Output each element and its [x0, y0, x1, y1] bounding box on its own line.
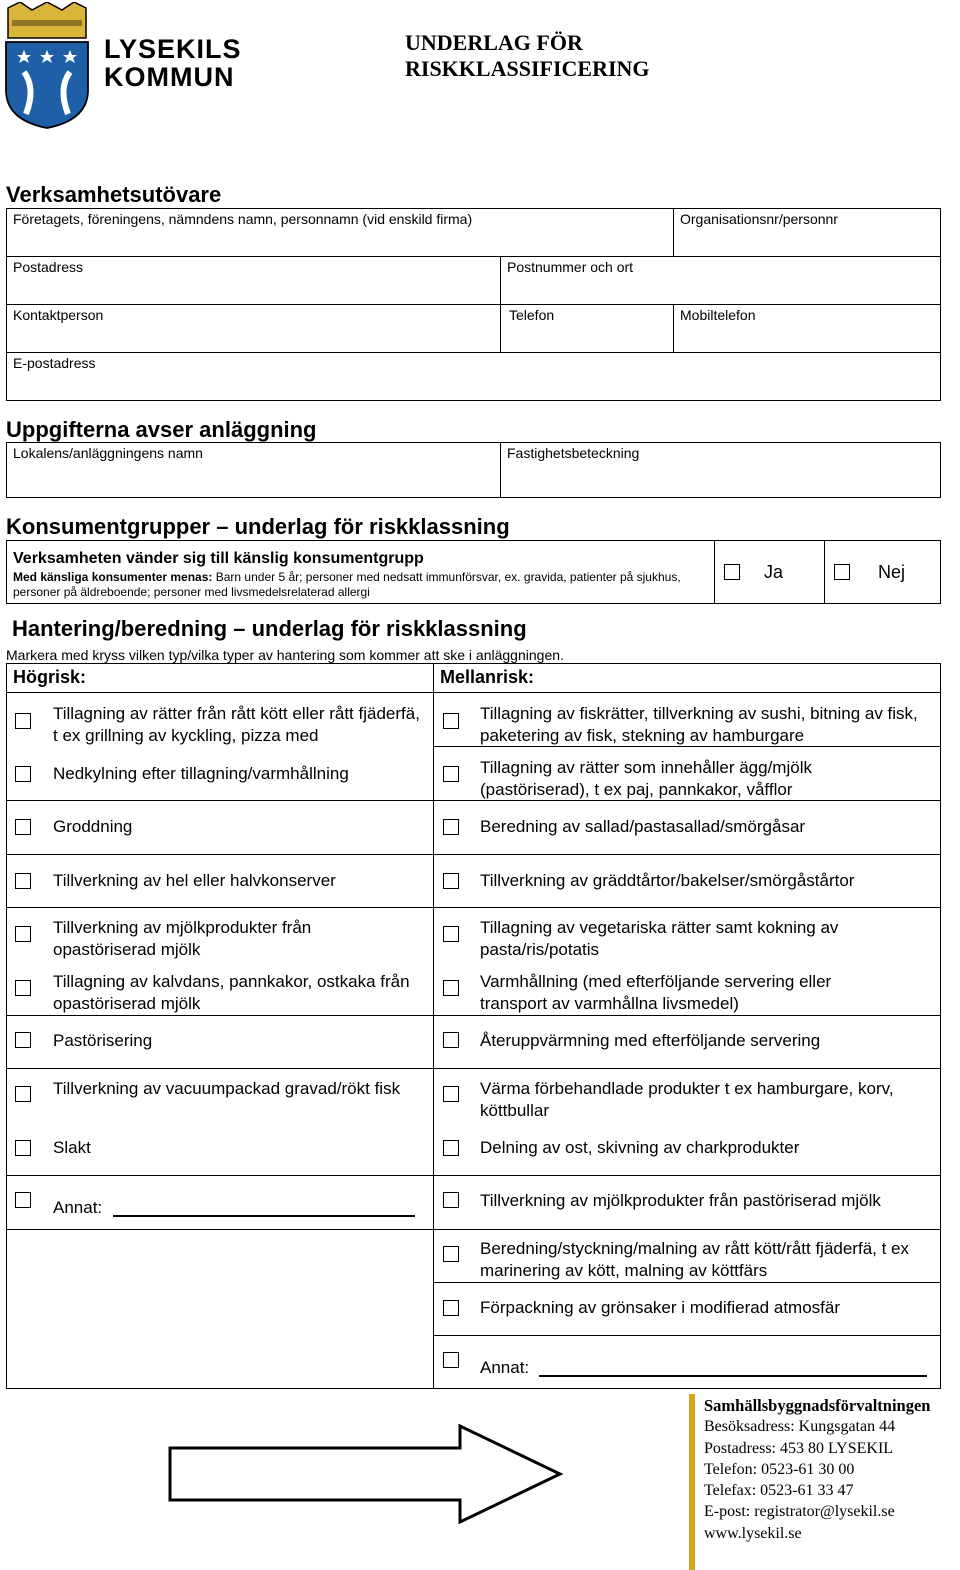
mellanrisk-item-11: Beredning/styckning/malning av rått kött/rått fjäderfä, t ex marinering av kött, malning av köttfärs	[480, 1239, 909, 1280]
mellanrisk-checkbox-2[interactable]	[443, 766, 459, 782]
postadress-field[interactable]	[6, 256, 501, 305]
hogrisk-checkbox-4[interactable]	[15, 873, 31, 889]
mellanrisk-checkbox-12[interactable]	[443, 1300, 459, 1316]
hogrisk-item-3: Groddning	[53, 817, 133, 836]
mellanrisk-checkbox-5[interactable]	[443, 926, 459, 942]
doc-title-line1: UNDERLAG FÖR	[405, 30, 583, 55]
mellanrisk-item-7: Återuppvärmning med efterföljande servering	[480, 1031, 821, 1050]
mellanrisk-row-4[interactable]	[433, 854, 941, 908]
mellanrisk-item-4: Tillverkning av gräddtårtor/bakelser/smörgåstårtor	[480, 871, 855, 890]
section-title-hantering: Hantering/beredning – underlag för riskklassning	[12, 616, 527, 641]
mellanrisk-item-10: Tillverkning av mjölkprodukter från pastöriserad mjölk	[480, 1191, 881, 1210]
mellanrisk-item-3: Beredning av sallad/pastasallad/smörgåsar	[480, 817, 806, 836]
kontakt-field[interactable]	[6, 304, 501, 353]
telefon-label: Telefon	[509, 307, 555, 323]
hogrisk-checkbox-3[interactable]	[15, 819, 31, 835]
next-page-arrow-icon	[168, 1424, 564, 1524]
hantering-instruction: Markera med kryss vilken typ/vilka typer av hantering som kommer att ske i anläggningen.	[6, 647, 564, 663]
mellanrisk-row-1[interactable]	[433, 692, 941, 746]
mellanrisk-item-1: Tillagning av fiskrätter, tillverkning av sushi, bitning av fisk, paketering av fisk, stekning av hamburgare	[480, 704, 918, 745]
footer-contact	[704, 1395, 930, 1544]
doc-title-line2: RISKKLASSIFICERING	[405, 56, 650, 81]
mellanrisk-checkbox-annat[interactable]	[443, 1352, 459, 1368]
kontakt-label: Kontaktperson	[13, 307, 104, 323]
hogrisk-row-7[interactable]	[6, 1015, 434, 1069]
konsument-question: Verksamheten vänder sig till känslig konsumentgrupp	[13, 550, 424, 567]
hogrisk-label: Högrisk:	[13, 667, 87, 687]
footer-web[interactable]: www.lysekil.se	[704, 1524, 802, 1542]
mellanrisk-checkbox-7[interactable]	[443, 1032, 459, 1048]
coat-of-arms-logo	[2, 2, 92, 130]
hogrisk-item-6: Tillagning av kalvdans, pannkakor, ostkaka från opastöriserad mjölk	[53, 972, 410, 1013]
section-title-verksamhet: Verksamhetsutövare	[6, 182, 222, 207]
org-name-line1: LYSEKILS	[104, 34, 242, 64]
mellanrisk-checkbox-6[interactable]	[443, 980, 459, 996]
footer-post: Postadress: 453 80 LYSEKIL	[704, 1439, 894, 1457]
hogrisk-item-5: Tillverkning av mjölkprodukter från opastöriserad mjölk	[53, 918, 312, 959]
mellanrisk-row-7[interactable]	[433, 1015, 941, 1069]
mellanrisk-checkbox-3[interactable]	[443, 819, 459, 835]
konsument-definition-lead: Med känsliga konsumenter menas:	[13, 570, 213, 584]
konsument-definition	[13, 570, 708, 600]
nej-checkbox[interactable]	[834, 564, 850, 580]
postnummer-field[interactable]	[500, 256, 941, 305]
hogrisk-checkbox-6[interactable]	[15, 980, 31, 996]
hogrisk-annat-line[interactable]	[113, 1215, 415, 1217]
mellanrisk-header	[433, 663, 941, 693]
hogrisk-row-3[interactable]	[6, 800, 434, 854]
section-title-konsument: Konsumentgrupper – underlag för riskklassning	[6, 514, 510, 539]
mellanrisk-row-annat[interactable]	[433, 1335, 941, 1389]
footer-telefon: Telefon: 0523-61 30 00	[704, 1460, 855, 1478]
hogrisk-row-1[interactable]	[6, 692, 434, 800]
mellanrisk-item-2: Tillagning av rätter som innehåller ägg/mjölk (pastöriserad), t ex paj, pannkakor, våfflor	[480, 758, 812, 799]
mellanrisk-row-3[interactable]	[433, 800, 941, 854]
mellanrisk-item-12: Förpackning av grönsaker i modifierad atmosfär	[480, 1298, 840, 1317]
nej-option[interactable]	[824, 540, 941, 604]
fastighet-label: Fastighetsbeteckning	[507, 445, 640, 461]
mellanrisk-checkbox-9[interactable]	[443, 1140, 459, 1156]
hogrisk-checkbox-7[interactable]	[15, 1032, 31, 1048]
mellanrisk-annat-line[interactable]	[539, 1375, 927, 1377]
section-title-anlaggning: Uppgifterna avser anläggning	[6, 417, 317, 442]
footer-besok: Besöksadress: Kungsgatan 44	[704, 1418, 896, 1436]
ja-label: Ja	[764, 562, 784, 582]
epost-label: E-postadress	[13, 355, 96, 371]
hogrisk-checkbox-9[interactable]	[15, 1140, 31, 1156]
hogrisk-checkbox-2[interactable]	[15, 766, 31, 782]
lokal-label: Lokalens/anläggningens namn	[13, 445, 203, 461]
hogrisk-checkbox-annat[interactable]	[15, 1192, 31, 1208]
mellanrisk-row-11[interactable]	[433, 1229, 941, 1283]
mellanrisk-annat-label: Annat:	[480, 1358, 530, 1377]
hogrisk-header	[6, 663, 434, 693]
hogrisk-checkbox-5[interactable]	[15, 926, 31, 942]
mellanrisk-row-10[interactable]	[433, 1175, 941, 1229]
mobil-label: Mobiltelefon	[680, 307, 756, 323]
ja-option[interactable]	[714, 540, 825, 604]
mellanrisk-checkbox-11[interactable]	[443, 1246, 459, 1262]
hogrisk-row-8[interactable]	[6, 1068, 434, 1176]
hogrisk-row-5[interactable]	[6, 907, 434, 1015]
lokal-field[interactable]	[6, 442, 501, 498]
fastighet-field[interactable]	[500, 442, 941, 498]
orgnr-label: Organisationsnr/personnr	[680, 211, 838, 227]
hogrisk-item-7: Pastörisering	[53, 1031, 153, 1050]
mellanrisk-label: Mellanrisk:	[440, 667, 535, 687]
hogrisk-checkbox-1[interactable]	[15, 713, 31, 729]
org-name-line2: KOMMUN	[104, 62, 235, 92]
name-label: Företagets, föreningens, nämndens namn, personnamn (vid enskild firma)	[13, 211, 473, 227]
mellanrisk-checkbox-10[interactable]	[443, 1192, 459, 1208]
hogrisk-item-2: Nedkylning efter tillagning/varmhållning	[53, 764, 349, 783]
hogrisk-row-4[interactable]	[6, 854, 434, 908]
orgnr-field[interactable]	[673, 208, 941, 257]
footer-accent-bar	[689, 1394, 695, 1570]
ja-checkbox[interactable]	[724, 564, 740, 580]
footer-dept: Samhällsbyggnadsförvaltningen	[704, 1396, 931, 1415]
divider	[6, 1229, 434, 1230]
epost-field[interactable]	[6, 352, 941, 401]
mellanrisk-row-8[interactable]	[433, 1068, 941, 1176]
mellanrisk-row-2[interactable]	[433, 746, 941, 800]
postadress-label: Postadress	[13, 259, 84, 275]
hogrisk-annat-label: Annat:	[53, 1198, 103, 1217]
hogrisk-row-annat[interactable]	[6, 1175, 434, 1235]
mellanrisk-checkbox-1[interactable]	[443, 713, 459, 729]
footer-epost[interactable]: E-post: registrator@lysekil.se	[704, 1503, 895, 1521]
mellanrisk-item-8: Värma förbehandlade produkter t ex hamburgare, korv, köttbullar	[480, 1079, 894, 1120]
mobil-field[interactable]	[673, 304, 941, 353]
mellanrisk-row-12[interactable]	[433, 1282, 941, 1336]
mellanrisk-row-5[interactable]	[433, 907, 941, 1015]
footer-telefax: Telefax: 0523-61 33 47	[704, 1482, 854, 1500]
mellanrisk-checkbox-8[interactable]	[443, 1086, 459, 1102]
mellanrisk-item-6: Varmhållning (med efterföljande servering eller transport av varmhållna livsmedel)	[480, 972, 832, 1013]
konsument-definition-text: Barn under 5 år; personer med nedsatt immunförsvar, ex. gravida, patienter på sjukhus, personer på äldreboende; personer med livsmedelsrelaterad allergi	[13, 570, 681, 599]
hogrisk-item-1: Tillagning av rätter från rått kött eller rått fjäderfä, t ex grillning av kyckling, pizza med	[53, 704, 420, 745]
mellanrisk-item-5: Tillagning av vegetariska rätter samt kokning av pasta/ris/potatis	[480, 918, 839, 959]
hogrisk-checkbox-8[interactable]	[15, 1086, 31, 1102]
konsument-question-cell	[6, 540, 715, 604]
telefon-field[interactable]	[500, 304, 674, 353]
postnummer-label: Postnummer och ort	[507, 259, 634, 275]
hogrisk-item-9: Slakt	[53, 1138, 91, 1157]
nej-label: Nej	[878, 562, 906, 582]
mellanrisk-checkbox-4[interactable]	[443, 873, 459, 889]
mellanrisk-item-9: Delning av ost, skivning av charkprodukter	[480, 1138, 800, 1157]
hogrisk-item-4: Tillverkning av hel eller halvkonserver	[53, 871, 336, 890]
name-field[interactable]	[6, 208, 674, 257]
hogrisk-item-8: Tillverkning av vacuumpackad gravad/rökt fisk	[53, 1079, 401, 1098]
